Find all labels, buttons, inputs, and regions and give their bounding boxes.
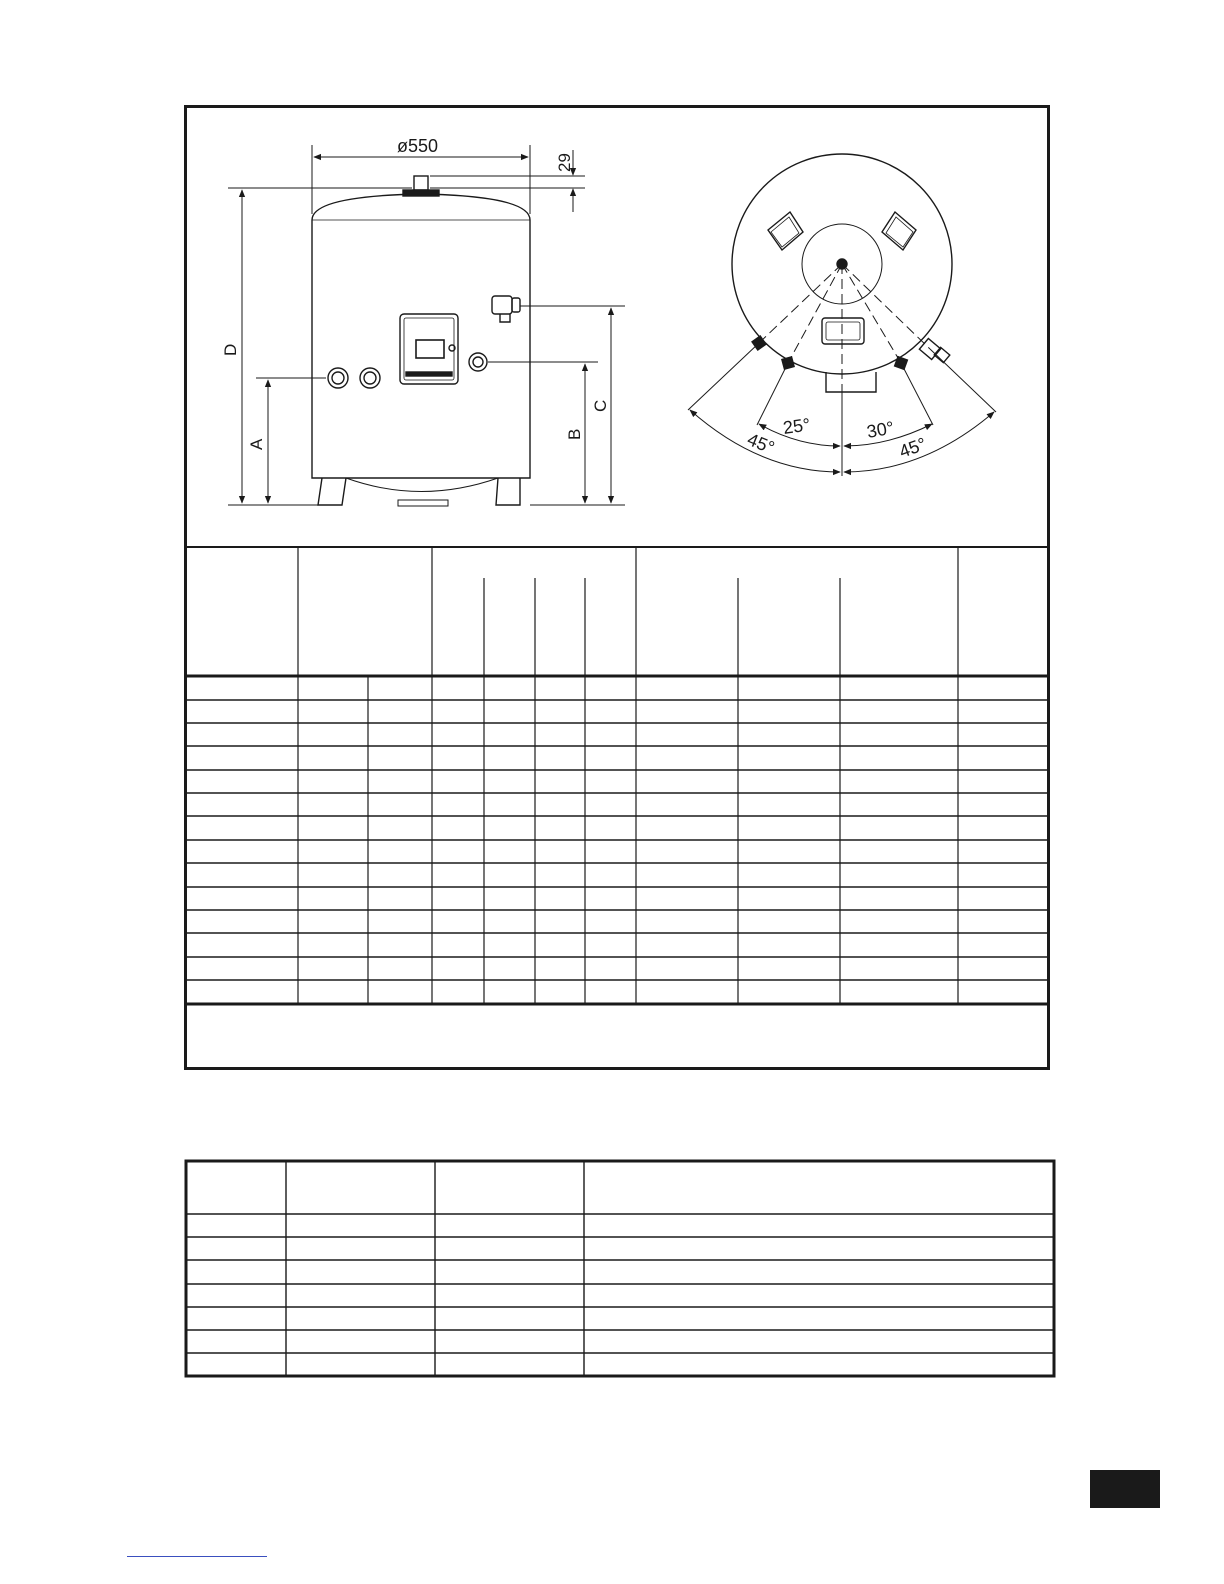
angle-label-45-left: 45°: [744, 429, 778, 458]
secondary-table: [186, 1161, 1054, 1376]
page-number-box: [1090, 1470, 1160, 1508]
top-view-rays: [759, 264, 930, 392]
footer-link-underline[interactable]: [127, 1556, 267, 1557]
angle-label-30: 30°: [865, 417, 896, 442]
dimension-table: [186, 547, 1050, 1004]
dim-label-d: D: [221, 343, 240, 356]
dim-label-a: A: [247, 438, 266, 450]
side-view-dimensions: [228, 145, 625, 505]
side-view: [312, 176, 530, 506]
top-view-labels: [745, 414, 929, 461]
angle-label-45-right: 45°: [896, 433, 929, 462]
dim-label-c: C: [591, 399, 610, 412]
top-offset-label: 29: [555, 153, 574, 172]
side-view-labels: [221, 136, 610, 450]
angle-label-25: 25°: [781, 414, 812, 438]
diameter-label: ø550: [397, 136, 439, 156]
dim-label-b: B: [565, 428, 584, 440]
